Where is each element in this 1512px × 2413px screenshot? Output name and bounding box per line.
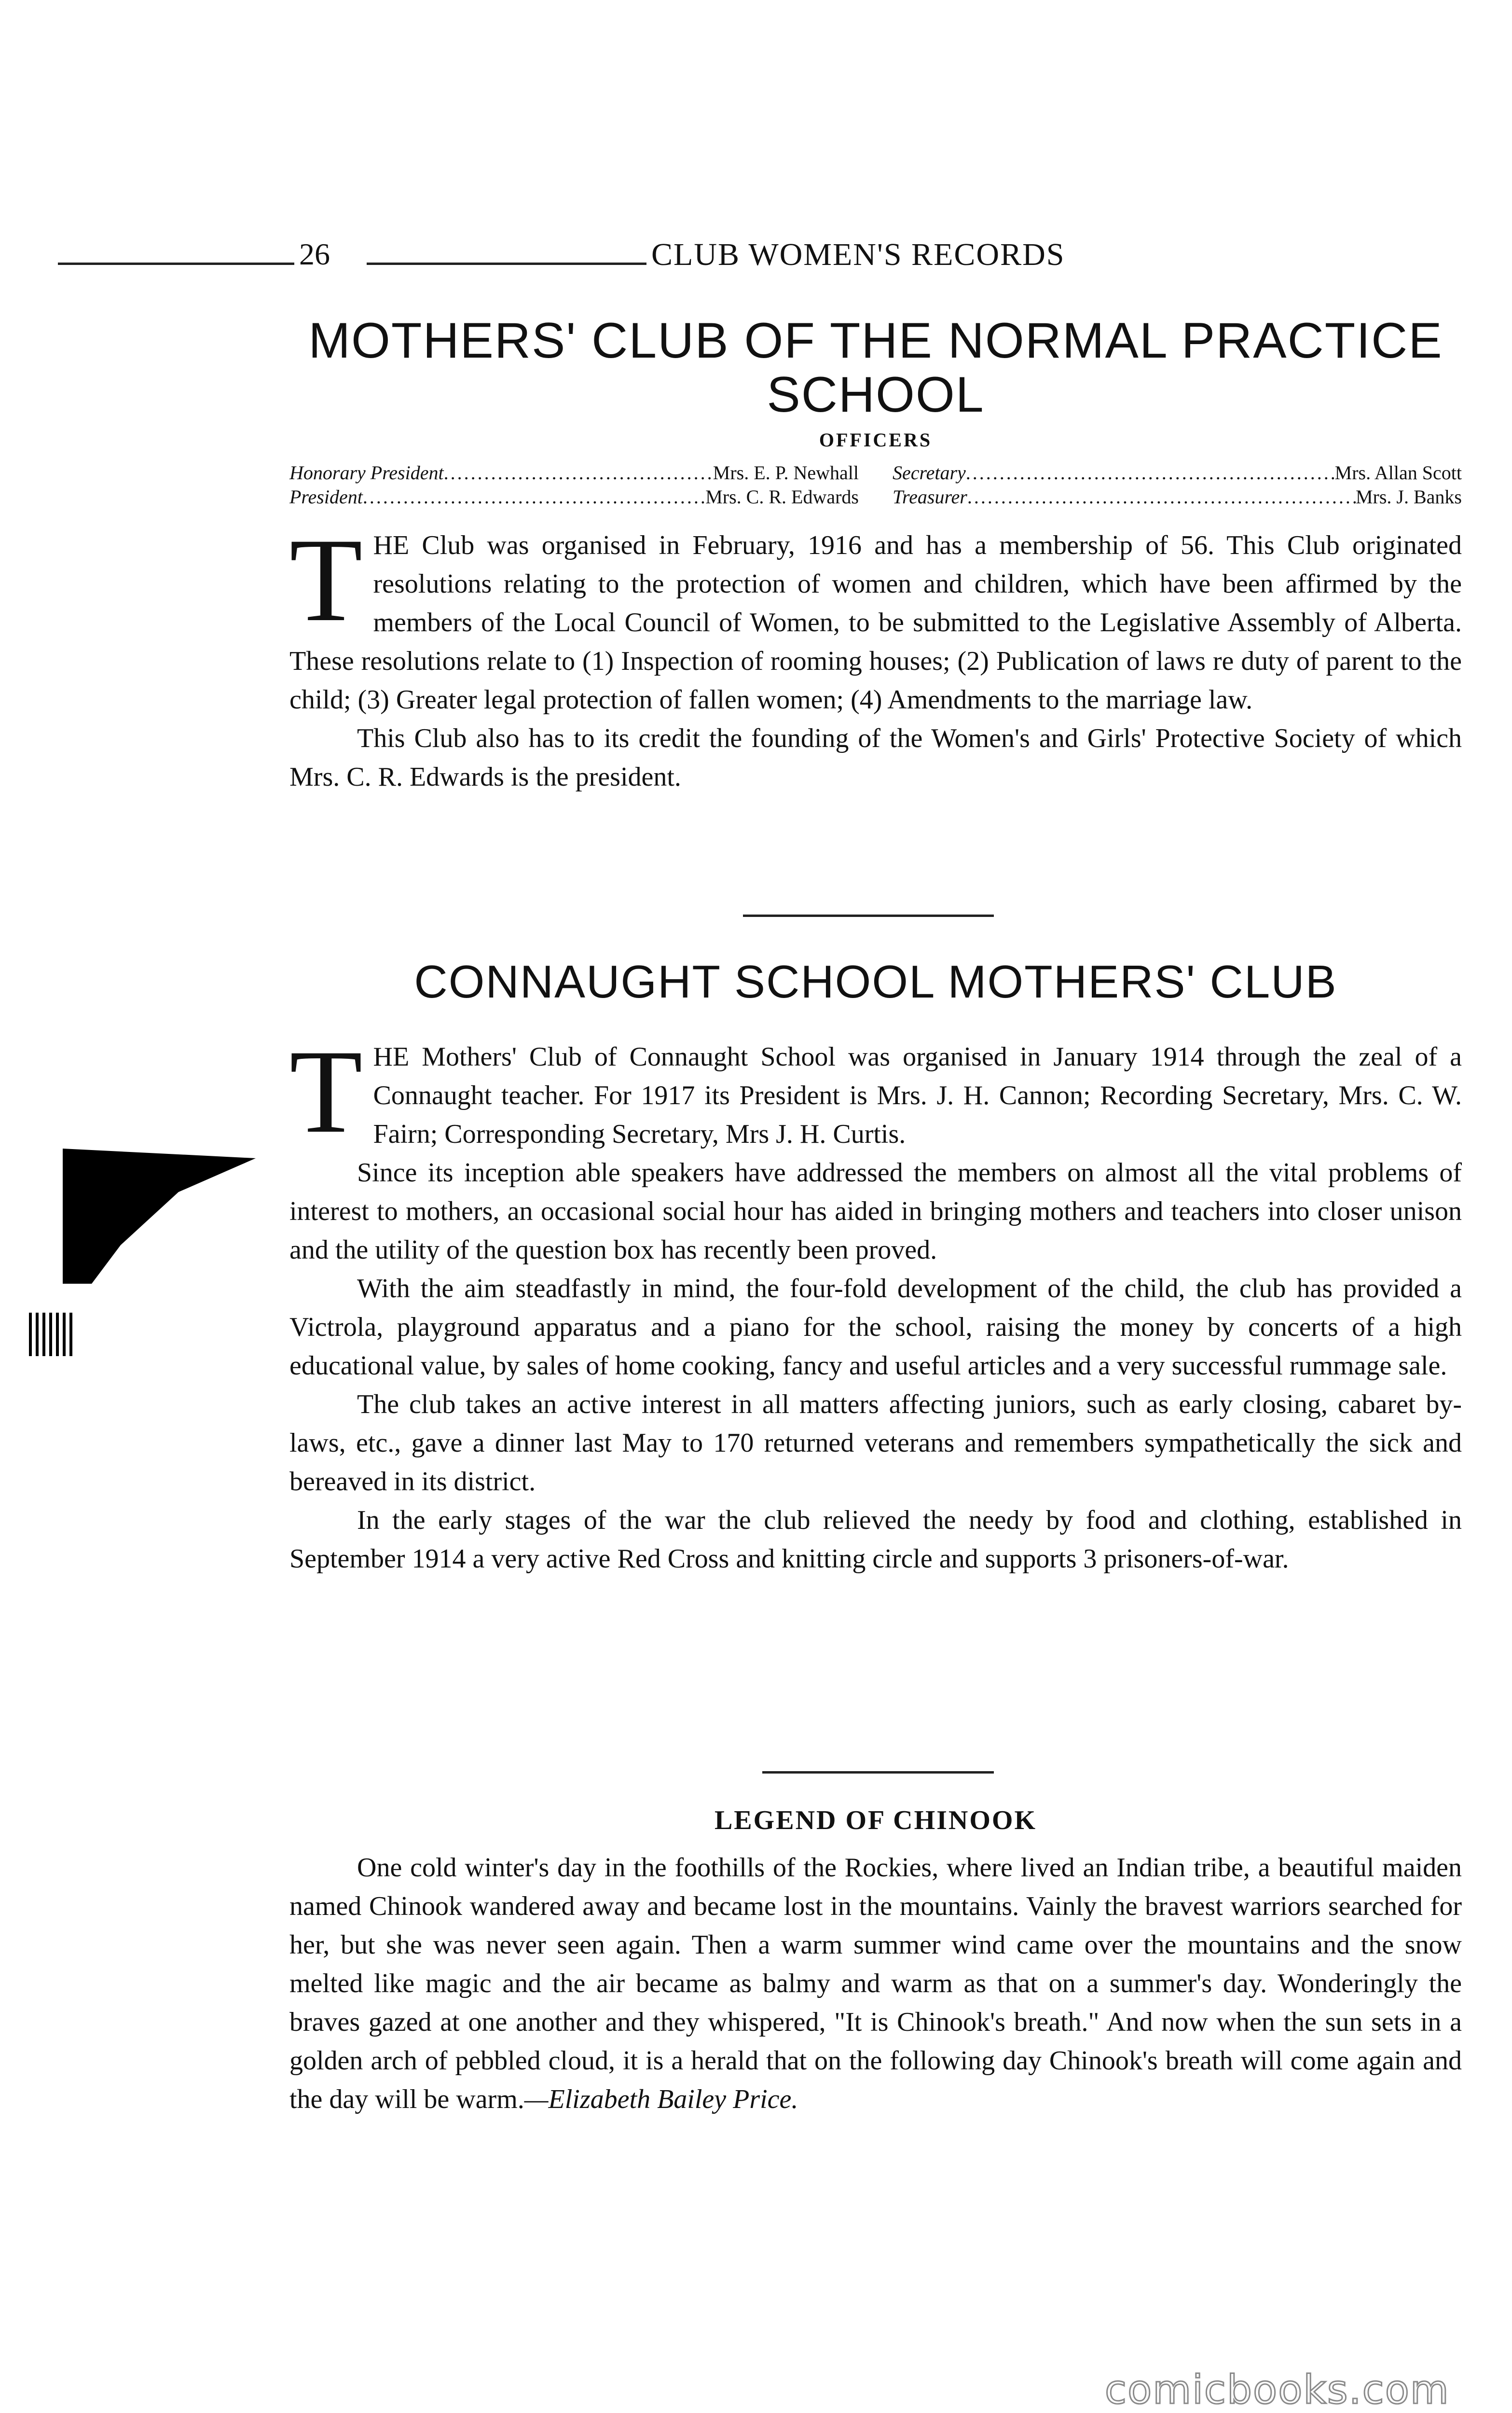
header-rule-left <box>58 263 294 265</box>
paragraph: With the aim steadfastly in mind, the four-fold development of the child, the club has provided a Victrola, playground apparatus and a piano for the school, raising the money by concerts of a high educational value, by sales of home cooking, fancy and useful articles and a very successful rummage sale. <box>289 1274 1462 1381</box>
section-body-normal-practice <box>289 513 1462 796</box>
drop-cap: T <box>289 1025 363 1158</box>
header-rule-middle <box>367 263 646 265</box>
paragraph-text: Mothers' Club of Connaught School was organised in January 1914 through the zeal of a Connaught teacher. For 1917 its President is Mrs. J. H. Cannon; Recording Secretary, Mrs. C. W. Fairn; Corresponding Secretary, Mrs J. H. Curtis. <box>373 1042 1462 1149</box>
running-title: CLUB WOMEN'S RECORDS <box>651 237 1065 272</box>
section-title-connaught: CONNAUGHT SCHOOL MOTHERS' CLUB <box>414 956 1337 1008</box>
paragraph: This Club also has to its credit the founding of the Women's and Girls' Protective Society of which Mrs. C. R. Edwards is the president. <box>289 723 1462 792</box>
scan-mark <box>63 1149 256 1293</box>
paragraph <box>289 513 1462 719</box>
officers-list <box>289 461 1462 509</box>
section-body-connaught <box>289 1025 1462 1578</box>
leader-dots <box>967 485 1356 509</box>
paragraph <box>289 1848 1462 2119</box>
paragraph-text: One cold winter's day in the foothills of the Rockies, where lived an Indian tribe, a beautiful maiden named Chinook wandered away and became lost in the mountains. Vainly the bravest warriors searched for her, but she was never seen again. Then a warm summer wind came over the mountains and the snow melted like magic and the air became as balmy and warm as that on a summer's day. Wonderingly the braves gazed at one another and they whispered, "It is Chinook's breath." And now when the sun sets in a golden arch of pebbled cloud, it is a herald that on the following day Chinook's breath will come again and the day will be warm. <box>289 1853 1462 2114</box>
paragraph: The club takes an active interest in all matters affecting juniors, such as early closing, cabaret by-laws, etc., gave a dinner last May to 170 returned veterans and remembers sympathetically the sick and bereaved in its district. <box>289 1389 1462 1497</box>
paragraph-text: Club was organised in February, 1916 and has a membership of 56. This Club originated resolutions relating to the protection of women and children, which have been affirmed by the members of the Local Council of Women, to be submitted to the Legislative Assembly of Alberta. These resolutions relate to (1) Inspection of rooming houses; (2) Publication of laws re duty of parent to the child; (3) Greater legal protection of fallen women; (4) Amendments to the marriage law. <box>289 530 1462 715</box>
officer-name: Mrs. J. Banks <box>1355 486 1462 508</box>
lead-word: HE <box>373 530 410 560</box>
officer-entry <box>893 461 1462 485</box>
officer-role: Treasurer <box>893 486 967 508</box>
page-number: 26 <box>299 237 330 271</box>
watermark: comicbooks.com <box>1105 2367 1450 2413</box>
officer-role: President <box>289 486 363 508</box>
section-divider <box>743 915 994 917</box>
officer-entry <box>289 461 859 485</box>
paragraph <box>289 1025 1462 1158</box>
officer-role: Secretary <box>893 462 966 484</box>
officer-name: Mrs. C. R. Edwards <box>705 486 859 508</box>
officer-name: Mrs. Allan Scott <box>1334 462 1462 484</box>
officer-entry <box>893 485 1462 509</box>
leader-dots <box>363 485 705 509</box>
lead-word: HE <box>373 1042 410 1072</box>
paragraph: Since its inception able speakers have addressed the members on almost all the vital problems of interest to mothers, an occasional social hour has aided in bringing mothers and teachers into closer unison and the utility of the question box has recently been proved. <box>289 1158 1462 1265</box>
paragraph: In the early stages of the war the club relieved the needy by food and clothing, established in September 1914 a very active Red Cross and knitting circle and supports 3 prisoners-of-war. <box>289 1505 1462 1574</box>
section-title-normal-practice: MOTHERS' CLUB OF THE NORMAL PRACTICE SCHOOL <box>308 313 1443 423</box>
section-divider <box>762 1771 994 1774</box>
drop-cap: T <box>289 513 363 646</box>
officer-role: Honorary President <box>289 462 444 484</box>
leader-dots <box>966 461 1335 485</box>
officer-entry <box>289 485 859 509</box>
section-body-legend <box>289 1848 1462 2119</box>
author-signature: —Elizabeth Bailey Price. <box>524 2084 798 2114</box>
section-title-legend: LEGEND OF CHINOOK <box>714 1805 1037 1835</box>
officers-heading: OFFICERS <box>819 429 933 451</box>
scan-mark <box>29 1313 72 1356</box>
leader-dots <box>444 461 713 485</box>
running-header <box>58 232 1447 290</box>
officer-name: Mrs. E. P. Newhall <box>713 462 859 484</box>
